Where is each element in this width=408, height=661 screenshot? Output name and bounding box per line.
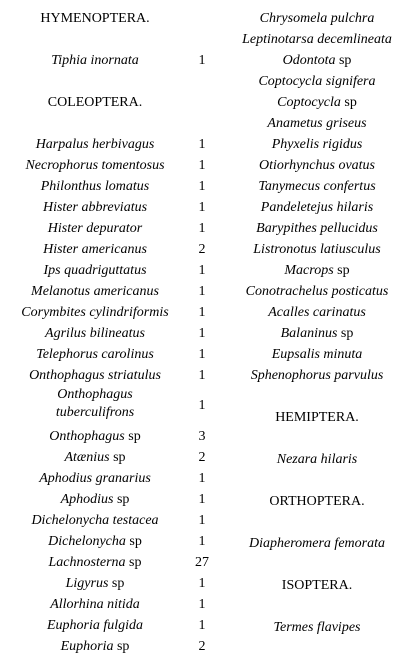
species-name: Barypithes pellucidus	[256, 221, 378, 236]
species-entry	[228, 449, 406, 470]
species-entry	[228, 302, 406, 323]
species-name: Anametus griseus	[267, 116, 367, 131]
species-name: Corymbites cylindriformis	[21, 305, 169, 320]
species-entry	[0, 573, 190, 594]
species-entry	[228, 155, 406, 176]
species-entry	[228, 92, 406, 113]
species-name: Diapheromera femorata	[249, 536, 385, 551]
species-entry	[0, 134, 190, 155]
species-name: Conotrachelus posticatus	[245, 284, 389, 299]
species-entry	[228, 197, 406, 218]
species-entry	[0, 489, 190, 510]
species-suffix: sp	[124, 429, 141, 444]
section-heading-hemiptera: HEMIPTERA.	[275, 410, 359, 425]
species-name: Chrysomela pulchra	[259, 11, 375, 26]
species-suffix: sp	[113, 639, 130, 654]
specimen-count: 3	[198, 429, 206, 444]
species-entry	[0, 176, 190, 197]
species-suffix: sp	[125, 534, 142, 549]
species-name: Coptocycla	[277, 95, 341, 110]
species-name: Leptinotarsa decemlineata	[242, 32, 392, 47]
species-entry	[0, 531, 190, 552]
species-name: Atænius	[64, 450, 110, 465]
species-entry	[0, 50, 190, 71]
species-entry	[228, 113, 406, 134]
species-entry	[228, 50, 406, 71]
specimen-count: 1	[198, 179, 206, 194]
specimen-count: 2	[198, 242, 206, 257]
species-entry	[0, 447, 190, 468]
species-suffix: sp	[337, 326, 354, 341]
species-entry	[228, 365, 406, 386]
species-entry	[228, 617, 406, 638]
species-entry	[0, 260, 190, 281]
species-name: Otiorhynchus ovatus	[258, 158, 375, 173]
section-heading-coleoptera: COLEOPTERA.	[47, 95, 143, 110]
species-entry	[0, 155, 190, 176]
species-name: Euphoria	[60, 639, 114, 654]
species-name: Ligyrus	[65, 576, 109, 591]
species-suffix: sp	[333, 263, 350, 278]
species-name: Coptocycla signifera	[258, 74, 376, 89]
specimen-count: 1	[198, 471, 206, 486]
species-entry	[0, 281, 190, 302]
species-entry	[0, 615, 190, 636]
specimen-count: 1	[198, 492, 206, 507]
specimen-count: 1	[198, 398, 206, 413]
species-entry	[0, 594, 190, 615]
species-entry	[0, 218, 190, 239]
species-name: Dichelonycha	[48, 534, 126, 549]
species-name: Macrops	[284, 263, 334, 278]
species-name: Sphenophorus parvulus	[250, 368, 384, 383]
specimen-count: 1	[198, 53, 206, 68]
specimen-count: 1	[198, 597, 206, 612]
section-heading-orthoptera: ORTHOPTERA.	[269, 494, 365, 509]
species-entry	[228, 260, 406, 281]
species-entry	[228, 134, 406, 155]
species-name: Odontota	[282, 53, 336, 68]
specimen-count: 1	[198, 576, 206, 591]
specimen-count: 2	[198, 639, 206, 654]
species-entry	[0, 552, 190, 573]
species-entry	[0, 386, 190, 424]
species-name-line2: tuberculifrons	[55, 405, 135, 420]
species-entry	[228, 29, 406, 50]
species-entry	[0, 197, 190, 218]
species-entry	[0, 239, 190, 260]
specimen-count: 1	[198, 618, 206, 633]
species-entry	[0, 636, 190, 657]
species-name-line1: Onthophagus	[57, 387, 133, 402]
specimen-count: 2	[198, 450, 206, 465]
specimen-count: 1	[198, 158, 206, 173]
species-name: Aphodius granarius	[39, 471, 151, 486]
species-name: Tiphia inornata	[51, 53, 139, 68]
species-entry	[0, 323, 190, 344]
species-name: Phyxelis rigidus	[271, 137, 363, 152]
specimen-count: 27	[195, 555, 209, 570]
species-entry	[228, 8, 406, 29]
species-suffix: sp	[335, 53, 352, 68]
specimen-count: 1	[198, 263, 206, 278]
species-entry	[228, 281, 406, 302]
species-suffix: sp	[340, 95, 357, 110]
species-entry	[228, 344, 406, 365]
specimen-count: 1	[198, 284, 206, 299]
specimen-count: 1	[198, 534, 206, 549]
species-entry	[0, 302, 190, 323]
species-name: Nezara hilaris	[276, 452, 358, 467]
species-name: Hister depurator	[47, 221, 143, 236]
species-name: Onthophagus	[49, 429, 125, 444]
species-name: Ips quadriguttatus	[43, 263, 147, 278]
species-name: Acalles carinatus	[268, 305, 366, 320]
species-suffix: sp	[109, 450, 126, 465]
species-name: Listronotus latiusculus	[253, 242, 381, 257]
species-suffix: sp	[108, 576, 125, 591]
species-name: Tanymecus confertus	[258, 179, 376, 194]
species-name: Hister abbreviatus	[42, 200, 148, 215]
specimen-count: 1	[198, 368, 206, 383]
species-name: Balaninus	[280, 326, 338, 341]
species-entry	[0, 365, 190, 386]
species-name: Telephorus carolinus	[36, 347, 154, 362]
species-entry	[228, 239, 406, 260]
specimen-count: 1	[198, 221, 206, 236]
section-heading-hymenoptera: HYMENOPTERA.	[40, 11, 150, 26]
species-entry	[0, 510, 190, 531]
specimen-count: 1	[198, 326, 206, 341]
specimen-count: 1	[198, 200, 206, 215]
species-name: Eupsalis minuta	[271, 347, 363, 362]
species-name: Onthophagus striatulus	[29, 368, 161, 383]
species-name: Agrilus bilineatus	[45, 326, 145, 341]
species-name: Termes flavipes	[273, 620, 361, 635]
species-name: Melanotus americanus	[31, 284, 159, 299]
species-entry	[0, 344, 190, 365]
species-name: Harpalus herbivagus	[35, 137, 155, 152]
section-heading-isoptera: ISOPTERA.	[281, 578, 353, 593]
species-name: Euphoria fulgida	[46, 618, 144, 633]
species-name: Aphodius	[60, 492, 114, 507]
species-entry	[0, 468, 190, 489]
species-name: Lachnosterna	[48, 555, 126, 570]
species-entry	[228, 176, 406, 197]
species-name: Philonthus lomatus	[40, 179, 150, 194]
species-entry	[228, 218, 406, 239]
species-name: Pandeletejus hilaris	[260, 200, 374, 215]
species-suffix: sp	[113, 492, 130, 507]
species-entry	[228, 71, 406, 92]
species-entry	[228, 323, 406, 344]
species-name: Dichelonycha testacea	[31, 513, 159, 528]
species-name: Hister americanus	[43, 242, 147, 257]
species-name: Allorhina nitida	[50, 597, 140, 612]
species-suffix: sp	[125, 555, 142, 570]
specimen-count: 1	[198, 305, 206, 320]
specimen-count: 1	[198, 137, 206, 152]
species-name: Necrophorus tomentosus	[25, 158, 165, 173]
species-entry	[0, 426, 190, 447]
specimen-count: 1	[198, 513, 206, 528]
species-entry	[228, 533, 406, 554]
specimen-count: 1	[198, 347, 206, 362]
